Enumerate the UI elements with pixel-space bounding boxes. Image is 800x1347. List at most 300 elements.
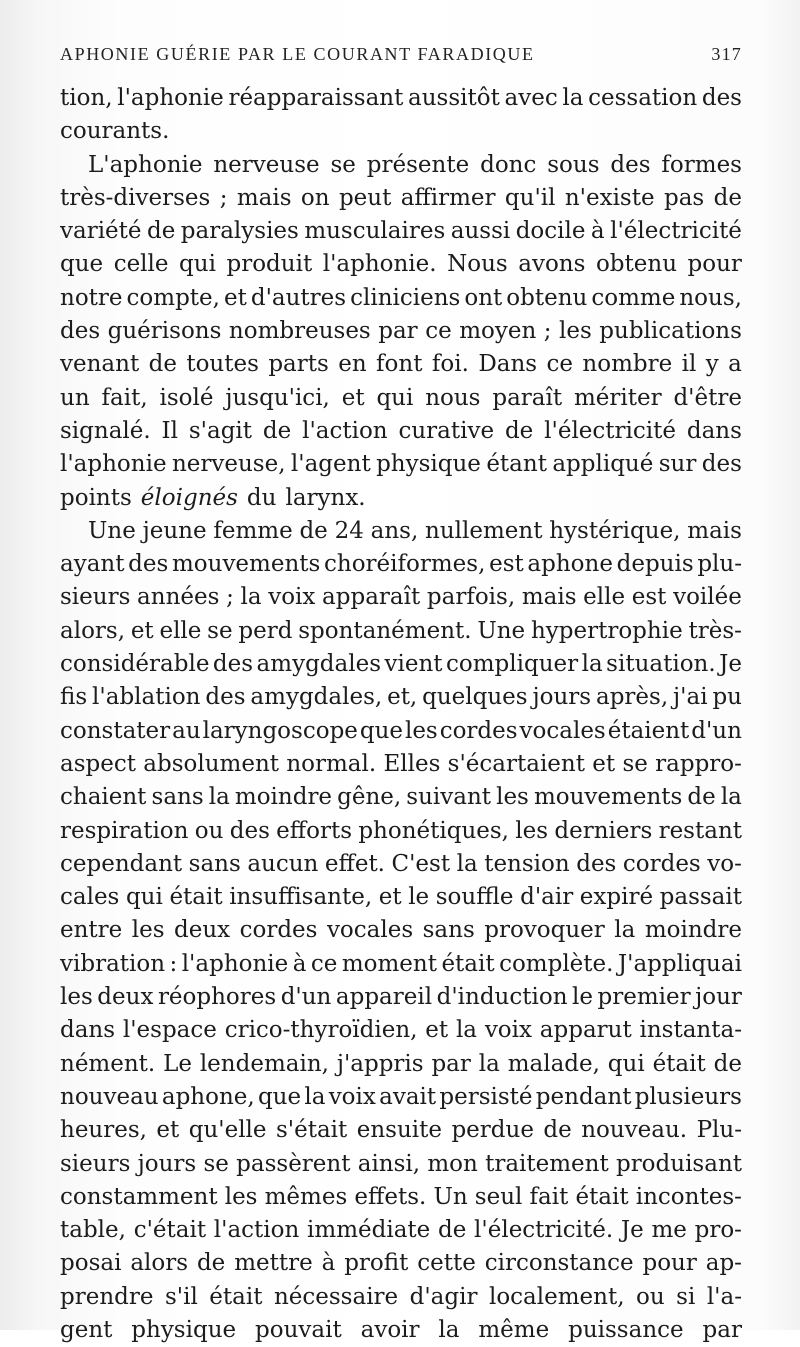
word: passèrent <box>236 1150 351 1177</box>
word: d'autres <box>250 284 347 311</box>
word: j'appris <box>336 1050 424 1077</box>
word: physique <box>131 1316 237 1343</box>
word: la <box>455 1017 478 1044</box>
word: mon <box>427 1150 478 1177</box>
word: la <box>438 1316 460 1343</box>
text-line <box>60 282 742 315</box>
word: nouveau <box>60 1083 159 1110</box>
word: heures, <box>60 1117 147 1144</box>
word: aphone <box>527 551 613 578</box>
word: les <box>224 1183 258 1210</box>
word: signalé. <box>60 417 151 444</box>
text-line <box>60 448 742 481</box>
word: ayant <box>60 551 125 578</box>
word: la <box>562 85 584 111</box>
word: moment <box>341 950 437 977</box>
word: et, <box>387 684 418 711</box>
word: normal. <box>286 750 377 777</box>
word: persisté <box>439 1083 533 1110</box>
word: chaient <box>60 784 147 811</box>
word: obtenu <box>595 251 678 278</box>
word: tion, <box>60 85 113 111</box>
word: insuffisante, <box>229 884 373 911</box>
word: restant <box>658 817 742 844</box>
word: pouvait <box>255 1316 342 1343</box>
word: par <box>702 1316 742 1343</box>
word: même <box>478 1316 550 1343</box>
word: très- <box>688 617 742 644</box>
word: à <box>590 218 605 245</box>
word: musculaires <box>304 218 446 245</box>
word: de <box>437 1217 467 1244</box>
word: fait <box>529 1183 569 1210</box>
word: voix <box>484 1017 532 1044</box>
word: L'aphonie <box>88 151 203 178</box>
word: l'aphonie <box>117 85 224 111</box>
word: pas <box>663 184 705 211</box>
word: était <box>209 1283 263 1310</box>
word: situation. <box>606 651 716 678</box>
word: nous <box>425 384 481 411</box>
word: des <box>701 451 742 478</box>
word: le <box>572 984 593 1011</box>
word: et <box>592 750 616 777</box>
text-line <box>60 615 742 648</box>
word: très-diverses <box>60 184 211 211</box>
word: la <box>614 917 636 944</box>
word: considérable <box>60 651 210 678</box>
word: s'écartaient <box>447 750 585 777</box>
word: notre <box>60 284 123 311</box>
text-line <box>60 482 742 515</box>
word: Un <box>433 1183 468 1210</box>
word: obtenu <box>506 284 588 311</box>
word: malade, <box>507 1050 600 1077</box>
word: courants. <box>60 118 170 145</box>
word: entre <box>60 917 123 944</box>
word: paralysies <box>180 218 299 245</box>
word: l'action <box>302 417 388 444</box>
word: amygdales, <box>250 684 383 711</box>
word: l'électricité <box>610 218 742 245</box>
word: me <box>651 1217 687 1244</box>
word: sieurs <box>60 584 131 611</box>
word: effets. <box>354 1183 427 1210</box>
word: voix <box>328 1083 376 1110</box>
word: mouvements <box>171 551 321 578</box>
word: ans, <box>370 517 419 544</box>
word: ce <box>425 318 452 345</box>
word: vibration <box>60 950 166 977</box>
word: moyen <box>459 318 537 345</box>
word: mériter <box>573 384 662 411</box>
word: ap- <box>705 1250 742 1277</box>
word: des <box>128 551 169 578</box>
word: jeune <box>142 517 207 544</box>
word: appareil <box>335 984 433 1011</box>
word: lendemain, <box>199 1050 329 1077</box>
word: tension <box>484 850 570 877</box>
word: apparaît <box>322 584 421 611</box>
word: pour <box>642 1250 697 1277</box>
text-line <box>60 1247 742 1280</box>
word: nombreuses <box>228 318 371 345</box>
text-line <box>60 581 742 614</box>
word: expiré <box>579 884 654 911</box>
word: sous <box>547 151 600 178</box>
word: vient <box>384 651 443 678</box>
word: des <box>212 651 254 678</box>
word: la <box>581 651 603 678</box>
word: passait <box>659 884 742 911</box>
word: est <box>631 584 667 611</box>
word: qu'elle <box>188 1117 267 1144</box>
word: aspect <box>60 750 136 777</box>
word: provoquer <box>484 917 605 944</box>
word: par <box>378 318 418 345</box>
word: localement, <box>488 1283 625 1310</box>
running-header <box>60 44 742 65</box>
word: d'agir <box>409 1283 478 1310</box>
running-title: APHONIE GUÉRIE PAR LE COURANT FARADIQUE <box>60 44 535 64</box>
word: étaient <box>607 717 690 744</box>
word: mais <box>521 584 577 611</box>
word: la <box>720 784 742 811</box>
word: et <box>156 1117 180 1144</box>
word: moindre <box>234 784 333 811</box>
word: l'espace <box>122 1017 217 1044</box>
word: les <box>559 318 592 345</box>
word: ; <box>219 184 228 211</box>
text-line <box>60 415 742 448</box>
word: font <box>376 351 423 378</box>
word: variété <box>60 218 142 245</box>
word: apparut <box>539 1017 632 1044</box>
word: on <box>300 184 330 211</box>
word: compte, <box>126 284 220 311</box>
word: a <box>728 351 742 378</box>
word: l'électricité <box>544 417 676 444</box>
word: de <box>146 218 176 245</box>
word: l'électricité. <box>474 1217 614 1244</box>
text-line <box>60 248 742 281</box>
word: mettre <box>234 1250 313 1277</box>
text-line <box>60 515 742 548</box>
word: cales <box>60 884 120 911</box>
word: fait, <box>101 384 148 411</box>
word: s'il <box>164 1283 198 1310</box>
word: elle <box>583 584 626 611</box>
word: efforts <box>276 817 353 844</box>
word: Elles <box>383 750 441 777</box>
word: les <box>404 717 438 744</box>
text-line <box>60 1314 742 1347</box>
word: que <box>60 251 104 278</box>
text-line <box>60 115 742 148</box>
word: est <box>489 551 524 578</box>
word: souffle <box>435 884 514 911</box>
word: par <box>431 1050 471 1077</box>
word: des <box>576 850 617 877</box>
word: la <box>208 784 230 811</box>
word: se <box>622 750 648 777</box>
text-line <box>60 981 742 1014</box>
text-line <box>60 382 742 415</box>
word: prendre <box>60 1283 154 1310</box>
text-line <box>60 548 742 581</box>
text-line <box>60 1181 742 1214</box>
word: présente <box>366 151 470 178</box>
text-line <box>60 215 742 248</box>
word: la <box>240 584 262 611</box>
word: constamment <box>60 1183 218 1210</box>
word: s'était <box>275 1117 348 1144</box>
word: quelques <box>422 684 528 711</box>
word: mais <box>236 184 292 211</box>
word: la <box>304 1083 326 1110</box>
word: plusieurs <box>634 1083 742 1110</box>
text-line <box>60 715 742 748</box>
word: : <box>169 950 178 977</box>
text-line <box>60 348 742 381</box>
word: l'action <box>213 1217 300 1244</box>
word: phonétiques, <box>358 817 509 844</box>
word: plu- <box>697 551 742 578</box>
word: était <box>441 950 495 977</box>
word: celle <box>113 251 169 278</box>
word: paraît <box>492 384 563 411</box>
text-line <box>60 848 742 881</box>
text-line <box>60 1014 742 1047</box>
word: jour <box>695 984 742 1011</box>
word: deux <box>174 917 231 944</box>
word: derniers <box>554 817 653 844</box>
word: en <box>338 351 367 378</box>
word: l'a- <box>706 1283 742 1310</box>
word: gent <box>60 1316 113 1343</box>
word: avons <box>518 251 586 278</box>
word: les <box>131 917 165 944</box>
page-number: 317 <box>711 44 742 64</box>
text-line <box>60 681 742 714</box>
word: se <box>203 1150 229 1177</box>
word: compliquer <box>446 651 579 678</box>
word: perd <box>238 617 293 644</box>
word: nouveau. <box>581 1117 688 1144</box>
text-line <box>60 748 742 781</box>
word: et <box>425 1017 449 1044</box>
word: le <box>408 884 430 911</box>
word: pendant <box>535 1083 632 1110</box>
word: et <box>223 284 247 311</box>
word: Le <box>163 1050 192 1077</box>
word: pu <box>712 684 742 711</box>
word: hypertrophie <box>530 617 683 644</box>
word: circonstance <box>484 1250 634 1277</box>
word: points <box>60 484 132 511</box>
word: ainsi, <box>357 1150 421 1177</box>
word: dans <box>60 1017 116 1044</box>
text-line <box>60 1114 742 1147</box>
word: vo- <box>707 850 742 877</box>
word: d'un <box>280 984 332 1011</box>
word: rappro- <box>655 750 742 777</box>
word: j'ai <box>673 684 708 711</box>
word: Une <box>477 617 526 644</box>
word: donc <box>480 151 537 178</box>
text-line <box>60 315 742 348</box>
word: de <box>713 184 742 211</box>
word: puissance <box>568 1316 684 1343</box>
word: produisant <box>615 1150 742 1177</box>
text-line <box>60 815 742 848</box>
word: ont <box>464 284 503 311</box>
word: profit <box>344 1250 409 1277</box>
word: qui <box>607 1050 645 1077</box>
word: perdue <box>451 1117 534 1144</box>
word: Dans <box>478 351 538 378</box>
word: qui <box>179 251 216 278</box>
word: cordes <box>622 850 701 877</box>
word: à <box>321 1250 336 1277</box>
word: nément. <box>60 1050 156 1077</box>
word: de <box>299 517 328 544</box>
word: l'agent <box>290 451 371 478</box>
word: l'aphonie <box>60 451 167 478</box>
word: sieurs <box>60 1150 131 1177</box>
word: sans <box>422 917 475 944</box>
word: parts <box>268 351 329 378</box>
word: des <box>701 85 742 111</box>
word: J'appliquai <box>617 950 742 977</box>
word: Je <box>620 1217 644 1244</box>
word: au <box>172 717 201 744</box>
word: de <box>262 417 292 444</box>
text-line <box>60 948 742 981</box>
word: des <box>610 151 651 178</box>
word: gêne, <box>337 784 402 811</box>
word: de <box>148 351 177 378</box>
word: comme <box>591 284 676 311</box>
word: hystérique, <box>549 517 681 544</box>
word: nerveuse, <box>171 451 286 478</box>
word: ; <box>543 318 552 345</box>
word: suivant <box>406 784 492 811</box>
word: voilée <box>673 584 742 611</box>
word: jours <box>137 1150 197 1177</box>
word: vocales <box>519 717 606 744</box>
text-line <box>60 1148 742 1181</box>
word: amygdales <box>256 651 381 678</box>
word: mais <box>687 517 742 544</box>
word: de <box>196 1250 226 1277</box>
word: de <box>713 1050 742 1077</box>
word: pour <box>687 251 742 278</box>
word: ; <box>226 584 234 611</box>
word: physique <box>376 451 481 478</box>
word: cette <box>417 1250 476 1277</box>
word: jours <box>532 684 592 711</box>
word: cordes <box>239 917 318 944</box>
word: vocales <box>326 917 414 944</box>
word: elle <box>159 617 202 644</box>
word: que <box>359 717 404 744</box>
word: depuis <box>616 551 694 578</box>
word: moindre <box>644 917 742 944</box>
word: peut <box>338 184 392 211</box>
word: qu'il <box>504 184 556 211</box>
word: sur <box>658 451 697 478</box>
word: de <box>687 784 716 811</box>
word: réophores <box>157 984 277 1011</box>
word: larynx. <box>285 484 366 511</box>
word: des <box>229 817 270 844</box>
word: sans <box>188 850 241 877</box>
text-line <box>60 648 742 681</box>
word: était <box>652 1050 706 1077</box>
word: ou <box>636 1283 665 1310</box>
word: parfois, <box>426 584 516 611</box>
word: ce <box>310 950 338 977</box>
word: de <box>504 417 534 444</box>
word: pro- <box>694 1217 742 1244</box>
word: était <box>575 1183 629 1210</box>
word: crico-thyroïdien, <box>224 1017 418 1044</box>
word: et <box>378 884 402 911</box>
word: il <box>681 351 697 378</box>
word: et <box>341 384 365 411</box>
text-line <box>60 781 742 814</box>
word: d'induction <box>436 984 568 1011</box>
body-text <box>60 82 742 1347</box>
word: un <box>60 384 90 411</box>
word: n'existe <box>564 184 655 211</box>
word: d'être <box>673 384 742 411</box>
word: posai <box>60 1250 122 1277</box>
word: constater <box>60 717 171 744</box>
word: affirmer <box>400 184 496 211</box>
word: guérisons <box>107 318 222 345</box>
word: Nous <box>447 251 508 278</box>
word: l'ablation <box>92 684 201 711</box>
word: seul <box>474 1183 523 1210</box>
word: formes <box>661 151 742 178</box>
word: cessation <box>588 85 698 111</box>
word: spontanément. <box>298 617 472 644</box>
word: c'était <box>133 1217 207 1244</box>
word: jusqu'ici, <box>225 384 330 411</box>
word: après, <box>595 684 669 711</box>
word: l'aphonie. <box>322 251 437 278</box>
word: publications <box>599 318 742 345</box>
word: premier <box>597 984 691 1011</box>
word: se <box>207 617 233 644</box>
word: était <box>169 884 223 911</box>
word: les <box>515 817 549 844</box>
word: foi. <box>431 351 469 378</box>
word: et <box>130 617 154 644</box>
word: 24 <box>334 517 364 544</box>
word: éloignés <box>140 484 238 511</box>
word: traitement <box>485 1150 609 1177</box>
word: la <box>478 1050 500 1077</box>
word: nous, <box>679 284 742 311</box>
word: la <box>456 850 478 877</box>
word: aussi <box>450 218 511 245</box>
word: respiration <box>60 817 189 844</box>
word: C'est <box>391 850 451 877</box>
text-line <box>60 1214 742 1247</box>
